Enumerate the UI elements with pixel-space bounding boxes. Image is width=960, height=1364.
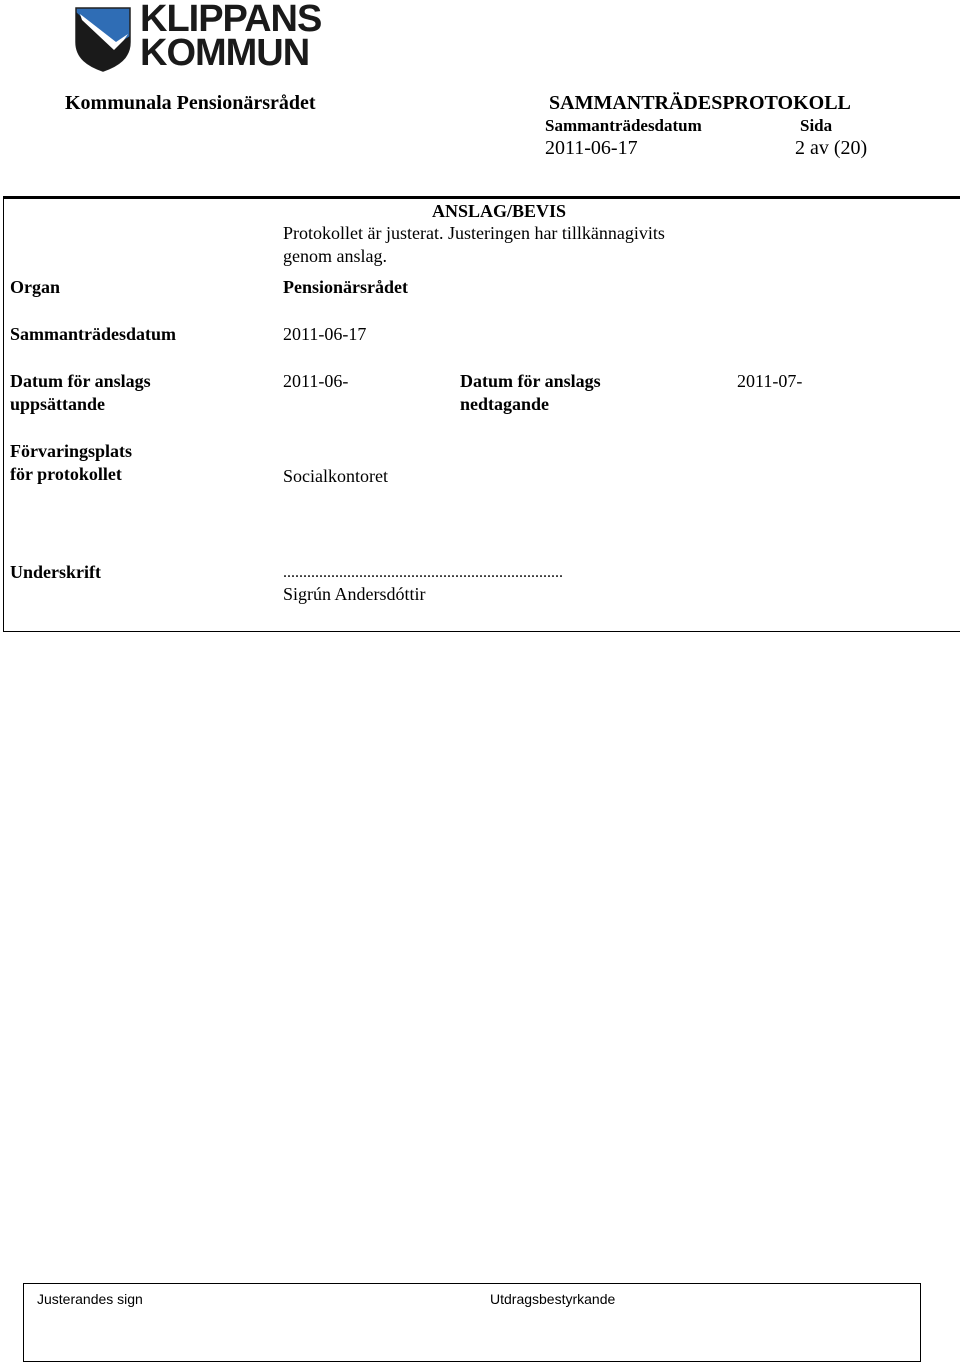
document-type-heading: SAMMANTRÄDESPROTOKOLL: [549, 92, 851, 114]
organ-value: Pensionärsrådet: [283, 277, 408, 297]
meeting-date-value: 2011-06-17: [283, 324, 367, 344]
organ-name-heading: Kommunala Pensionärsrådet: [65, 92, 316, 114]
logo-line-2: KOMMUN: [140, 32, 310, 74]
notice-text-line-2: genom anslag.: [283, 246, 387, 266]
signature-label: Underskrift: [10, 562, 101, 582]
removed-date-label-line-2: nedtagande: [460, 394, 550, 414]
signature-line: ......................................................................: [283, 564, 563, 581]
meeting-date-label: Sammanträdesdatum: [10, 324, 177, 344]
storage-value: Socialkontoret: [283, 466, 388, 486]
footer-signature-box: [23, 1283, 921, 1362]
notice-title: ANSLAG/BEVIS: [432, 201, 567, 221]
signature-name: Sigrún Andersdóttir: [283, 584, 426, 604]
header-date-value: 2011-06-17: [545, 137, 638, 159]
storage-label-line-2: för protokollet: [10, 464, 122, 484]
posted-date-label-line-2: uppsättande: [10, 394, 106, 414]
posted-date-value: 2011-06-: [283, 371, 349, 391]
storage-label-line-1: Förvaringsplats: [10, 441, 133, 461]
notice-text-line-1: Protokollet är justerat. Justeringen har tillkännagivits: [283, 223, 665, 243]
extract-certification-label: Utdragsbestyrkande: [490, 1291, 616, 1307]
organ-label: Organ: [10, 277, 61, 297]
removed-date-label-line-1: Datum för anslags: [460, 371, 601, 391]
header-date-label: Sammanträdesdatum: [545, 116, 702, 135]
municipal-coat-of-arms-icon: [74, 6, 132, 72]
removed-date-value: 2011-07-: [737, 371, 803, 391]
posted-date-label-line-1: Datum för anslags: [10, 371, 151, 391]
header-page-label: Sida: [800, 116, 833, 135]
logo-line-1: KLIPPANS: [140, 0, 322, 40]
municipality-logo-text: [140, 0, 322, 74]
adjuster-sign-label: Justerandes sign: [37, 1291, 143, 1307]
header-page-value: 2 av (20): [795, 137, 868, 159]
